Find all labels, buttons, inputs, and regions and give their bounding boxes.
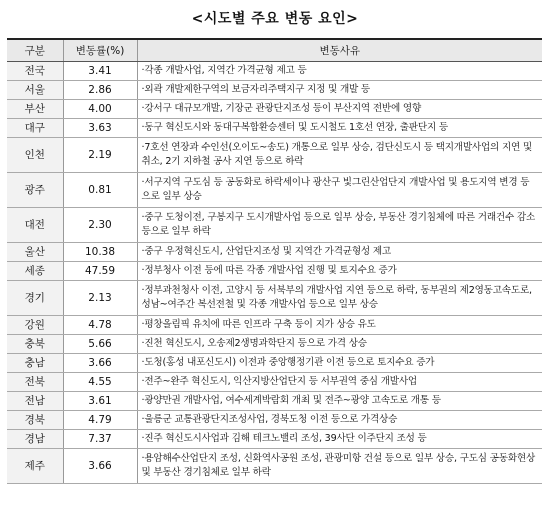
reason-cell: ·도청(홍성 내포신도시) 이전과 중앙행정기관 이전 등으로 토지수요 증가: [137, 354, 542, 373]
region-cell: 세종: [7, 262, 63, 281]
table-row: [7, 173, 542, 208]
table-row: [7, 354, 542, 373]
rate-cell: 4.55: [63, 373, 137, 392]
reason-cell: ·진주 혁신도시사업과 김해 테크노밸리 조성, 39사단 이주단지 조성 등: [137, 430, 542, 449]
region-cell: 경남: [7, 430, 63, 449]
reason-cell: ·중구 우정혁신도시, 산업단지조성 및 지역간 가격균형성 제고: [137, 243, 542, 262]
table-row: [7, 449, 542, 484]
rate-cell: 4.78: [63, 316, 137, 335]
rate-cell: 47.59: [63, 262, 137, 281]
region-cell: 강원: [7, 316, 63, 335]
table-row: [7, 62, 542, 81]
table-row: [7, 208, 542, 243]
table-row: [7, 138, 542, 173]
rate-cell: 3.61: [63, 392, 137, 411]
regional-change-table: [7, 38, 542, 484]
reason-cell: ·중구 도청이전, 구봉지구 도시개발사업 등으로 일부 상승, 부동산 경기침체에 따른 거래건수 감소 등으로 일부 하락: [137, 208, 542, 243]
region-cell: 전북: [7, 373, 63, 392]
reason-cell: ·정부청사 이전 등에 따른 각종 개발사업 진행 및 토지수요 증가: [137, 262, 542, 281]
table-row: [7, 373, 542, 392]
region-cell: 전국: [7, 62, 63, 81]
region-cell: 경북: [7, 411, 63, 430]
reason-cell: ·외곽 개발제한구역의 보금자리주택지구 지정 및 개발 등: [137, 81, 542, 100]
table-row: [7, 119, 542, 138]
region-cell: 경기: [7, 281, 63, 316]
reason-cell: ·진천 혁신도시, 오송제2생명과학단지 등으로 가격 상승: [137, 335, 542, 354]
reason-cell: ·동구 혁신도시와 동대구복합환승센터 및 도시철도 1호선 연장, 출판단지 등: [137, 119, 542, 138]
table-row: [7, 316, 542, 335]
rate-cell: 2.13: [63, 281, 137, 316]
region-cell: 충남: [7, 354, 63, 373]
table-body: [7, 62, 542, 484]
rate-cell: 3.63: [63, 119, 137, 138]
header-row: [7, 39, 542, 62]
region-cell: 부산: [7, 100, 63, 119]
header-rate: 변동률(%): [63, 39, 137, 62]
region-cell: 대구: [7, 119, 63, 138]
table-row: [7, 100, 542, 119]
table-row: [7, 281, 542, 316]
rate-cell: 4.79: [63, 411, 137, 430]
rate-cell: 2.86: [63, 81, 137, 100]
table-row: [7, 335, 542, 354]
reason-cell: ·용암해수산업단지 조성, 신화역사공원 조성, 관광미항 건설 등으로 일부 상승, 구도심 공동화현상 및 부동산 경기침체로 일부 하락: [137, 449, 542, 484]
region-cell: 울산: [7, 243, 63, 262]
rate-cell: 5.66: [63, 335, 137, 354]
rate-cell: 2.30: [63, 208, 137, 243]
table-row: [7, 430, 542, 449]
rate-cell: 3.66: [63, 354, 137, 373]
rate-cell: 7.37: [63, 430, 137, 449]
table-row: [7, 411, 542, 430]
reason-cell: ·정부과천청사 이전, 고양시 등 서북부의 개발사업 지연 등으로 하락, 동부권의 제2영동고속도로, 성남~여주간 복선전철 및 각종 개발사업 등으로 일부 상승: [137, 281, 542, 316]
table-row: [7, 81, 542, 100]
rate-cell: 2.19: [63, 138, 137, 173]
table-row: [7, 243, 542, 262]
rate-cell: 10.38: [63, 243, 137, 262]
reason-cell: ·광양만권 개발사업, 여수세계박람회 개최 및 전주~광양 고속도로 개통 등: [137, 392, 542, 411]
reason-cell: ·울릉군 교통관광단지조성사업, 경북도청 이전 등으로 가격상승: [137, 411, 542, 430]
reason-cell: ·평창올림픽 유치에 따른 인프라 구축 등이 지가 상승 유도: [137, 316, 542, 335]
region-cell: 제주: [7, 449, 63, 484]
header-region: 구분: [7, 39, 63, 62]
rate-cell: 3.66: [63, 449, 137, 484]
reason-cell: ·전주~완주 혁신도시, 익산지방산업단지 등 서부권역 중심 개발사업: [137, 373, 542, 392]
region-cell: 인천: [7, 138, 63, 173]
rate-cell: 4.00: [63, 100, 137, 119]
region-cell: 전남: [7, 392, 63, 411]
region-cell: 서울: [7, 81, 63, 100]
rate-cell: 3.41: [63, 62, 137, 81]
table-row: [7, 392, 542, 411]
reason-cell: ·각종 개발사업, 지역간 가격균형 제고 등: [137, 62, 542, 81]
rate-cell: 0.81: [63, 173, 137, 208]
header-reason: 변동사유: [137, 39, 542, 62]
region-cell: 광주: [7, 173, 63, 208]
region-cell: 대전: [7, 208, 63, 243]
reason-cell: ·서구지역 구도심 등 공동화로 하락세이나 광산구 빛그린산업단지 개발사업 및 용도지역 변경 등으로 일부 상승: [137, 173, 542, 208]
table-row: [7, 262, 542, 281]
reason-cell: ·강서구 대규모개발, 기장군 관광단지조성 등이 부산지역 전반에 영향: [137, 100, 542, 119]
page-title: <시도별 주요 변동 요인>: [191, 11, 359, 27]
table-header: [7, 39, 542, 62]
region-cell: 충북: [7, 335, 63, 354]
reason-cell: ·7호선 연장과 수인선(오이도~송도) 개통으로 일부 상승, 검단신도시 등 택지개발사업의 지연 및 취소, 2기 지하철 공사 지연 등으로 하락: [137, 138, 542, 173]
